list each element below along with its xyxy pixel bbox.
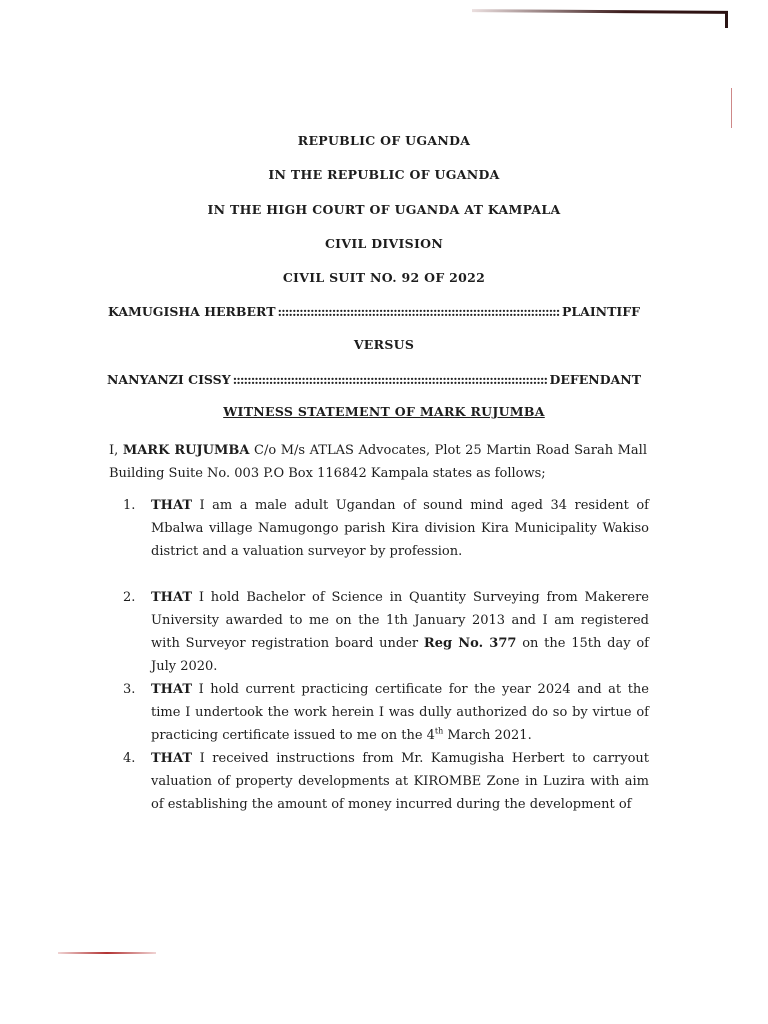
statement-body: I received instructions from Mr. Kamugisha Herbert to carryout valuation of property developments at KIROMBE Zone in Luzira with aim of establishing the amount of money incurred during the development of <box>151 751 649 812</box>
plaintiff-leader-dots <box>278 304 560 319</box>
statement-body: I hold Bachelor of Science in Quantity Surveying from Makerere University awarded to me on the 1th January 2013 and I am registered with Surveyor registration board under <box>151 590 649 651</box>
statement-text <box>151 747 649 816</box>
statement-number: 3. <box>123 682 136 697</box>
scan-artifact-top-tick <box>725 12 728 28</box>
statement-number: 1. <box>123 498 136 513</box>
statement-text <box>151 586 649 678</box>
statement-item-1 <box>123 494 649 563</box>
statement-lead: THAT <box>151 751 193 766</box>
registration-number: Reg No. 377 <box>423 636 517 651</box>
ordinal-superscript: th <box>434 726 444 736</box>
statement-number: 4. <box>123 751 136 766</box>
heading-court: IN THE HIGH COURT OF UGANDA AT KAMPALA <box>207 202 561 217</box>
plaintiff-row <box>108 304 640 319</box>
intro-prefix: I, <box>109 443 123 458</box>
statement-lead: THAT <box>151 682 193 697</box>
statement-number: 2. <box>123 590 136 605</box>
scan-artifact-bottom-line <box>58 952 156 954</box>
statement-body: on the 15th day of July 2020. <box>151 636 649 674</box>
versus-label: VERSUS <box>353 337 415 352</box>
intro-rest: C/o M/s ATLAS Advocates, Plot 25 Martin Road Sarah Mall Building Suite No. 003 P.O Box 116842 Kampala states as follows; <box>109 443 647 481</box>
statement-item-4 <box>123 747 649 816</box>
heading-republic: REPUBLIC OF UGANDA <box>297 133 471 148</box>
plaintiff-role: PLAINTIFF <box>561 304 640 319</box>
scan-artifact-right-mark <box>731 88 732 128</box>
scan-artifact-top-line <box>472 9 728 14</box>
defendant-row <box>107 372 641 387</box>
statement-item-2 <box>123 586 649 678</box>
defendant-role: DEFENDANT <box>549 372 641 387</box>
heading-division: CIVIL DIVISION <box>324 236 444 251</box>
statement-lead: THAT <box>151 590 193 605</box>
statement-body: March 2021. <box>443 728 532 743</box>
heading-in-republic: IN THE REPUBLIC OF UGANDA <box>268 167 500 182</box>
defendant-name: NANYANZI CISSY <box>107 372 231 387</box>
statement-title: WITNESS STATEMENT OF MARK RUJUMBA <box>223 404 545 419</box>
intro-deponent-name: MARK RUJUMBA <box>122 443 250 458</box>
heading-suit-number: CIVIL SUIT NO. 92 OF 2022 <box>282 270 486 285</box>
plaintiff-name: KAMUGISHA HERBERT <box>108 304 276 319</box>
statement-text <box>151 494 649 563</box>
statement-item-3 <box>123 678 649 747</box>
intro-paragraph <box>109 439 647 485</box>
statement-body: I am a male adult Ugandan of sound mind aged 34 resident of Mbalwa village Namugongo parish Kira division Kira Municipality Wakiso district and a valuation surveyor by profession. <box>151 498 649 559</box>
statement-lead: THAT <box>151 498 193 513</box>
statement-body: I hold current practicing certificate for the year 2024 and at the time I undertook the work herein I was dully authorized do so by virtue of practicing certificate issued to me on the 4 <box>151 682 649 743</box>
statement-list <box>123 494 649 816</box>
defendant-leader-dots <box>233 372 548 387</box>
statement-text <box>151 678 649 747</box>
